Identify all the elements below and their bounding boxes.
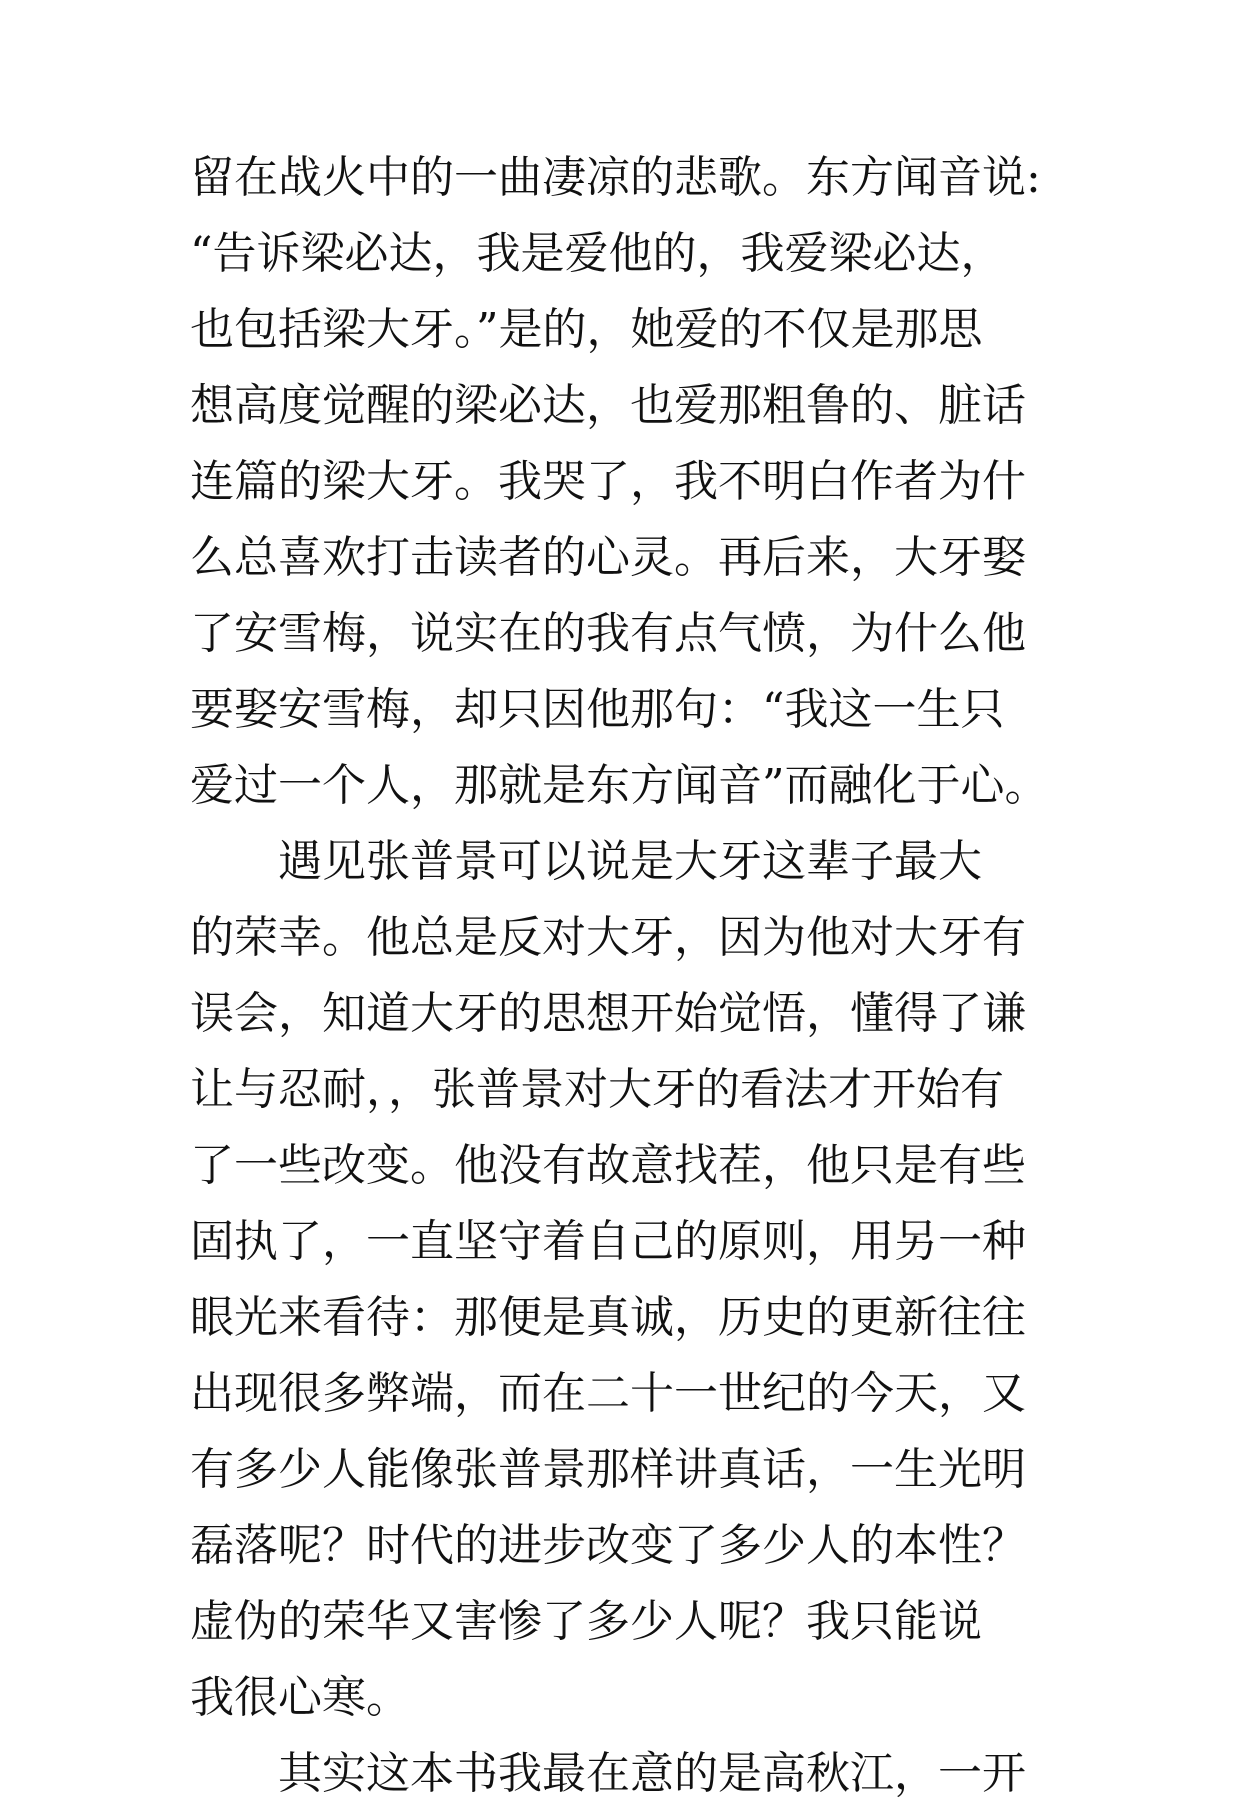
text-line: 有多少人能像张普景那样讲真话，一生光明 bbox=[190, 1444, 1026, 1495]
text-line: 的荣幸。他总是反对大牙，因为他对大牙有 bbox=[190, 912, 1026, 963]
text-line: 了一些改变。他没有故意找茬，他只是有些 bbox=[190, 1140, 1026, 1191]
body-text bbox=[190, 140, 1090, 1812]
text-line: 要娶安雪梅，却只因他那句：“我这一生只 bbox=[190, 684, 1005, 735]
text-line: 爱过一个人，那就是东方闻音”而融化于心。 bbox=[190, 760, 1049, 811]
text-line: 留在战火中的一曲凄凉的悲歌。东方闻音说: bbox=[190, 152, 1041, 203]
text-line: 么总喜欢打击读者的心灵。再后来，大牙娶 bbox=[190, 532, 1026, 583]
text-line: 了安雪梅，说实在的我有点气愤，为什么他 bbox=[190, 608, 1026, 659]
paragraph-start-line: 遇见张普景可以说是大牙这辈子最大 bbox=[278, 836, 982, 887]
text-line: 让与忍耐，，张普景对大牙的看法才开始有 bbox=[190, 1064, 1004, 1115]
text-line: 我很心寒。 bbox=[190, 1672, 410, 1723]
text-line: 也包括梁大牙。”是的，她爱的不仅是那思 bbox=[190, 304, 983, 355]
text-line: 磊落呢？时代的进步改变了多少人的本性？ bbox=[190, 1520, 1026, 1571]
text-line: 虚伪的荣华又害惨了多少人呢？我只能说 bbox=[190, 1596, 982, 1647]
text-line: 误会，知道大牙的思想开始觉悟，懂得了谦 bbox=[190, 988, 1026, 1039]
text-line: 眼光来看待：那便是真诚，历史的更新往往 bbox=[190, 1292, 1026, 1343]
text-line: 连篇的梁大牙。我哭了，我不明白作者为什 bbox=[190, 456, 1026, 507]
text-line: 想高度觉醒的梁必达，也爱那粗鲁的、脏话 bbox=[190, 380, 1026, 431]
text-line: “告诉梁必达，我是爱他的，我爱梁必达， bbox=[190, 228, 1005, 279]
text-line: 固执了，一直坚守着自己的原则，用另一种 bbox=[190, 1216, 1026, 1267]
paragraph-start-line: 其实这本书我最在意的是高秋江，一开 bbox=[278, 1748, 1026, 1799]
text-line: 出现很多弊端，而在二十一世纪的今天，又 bbox=[190, 1368, 1026, 1419]
